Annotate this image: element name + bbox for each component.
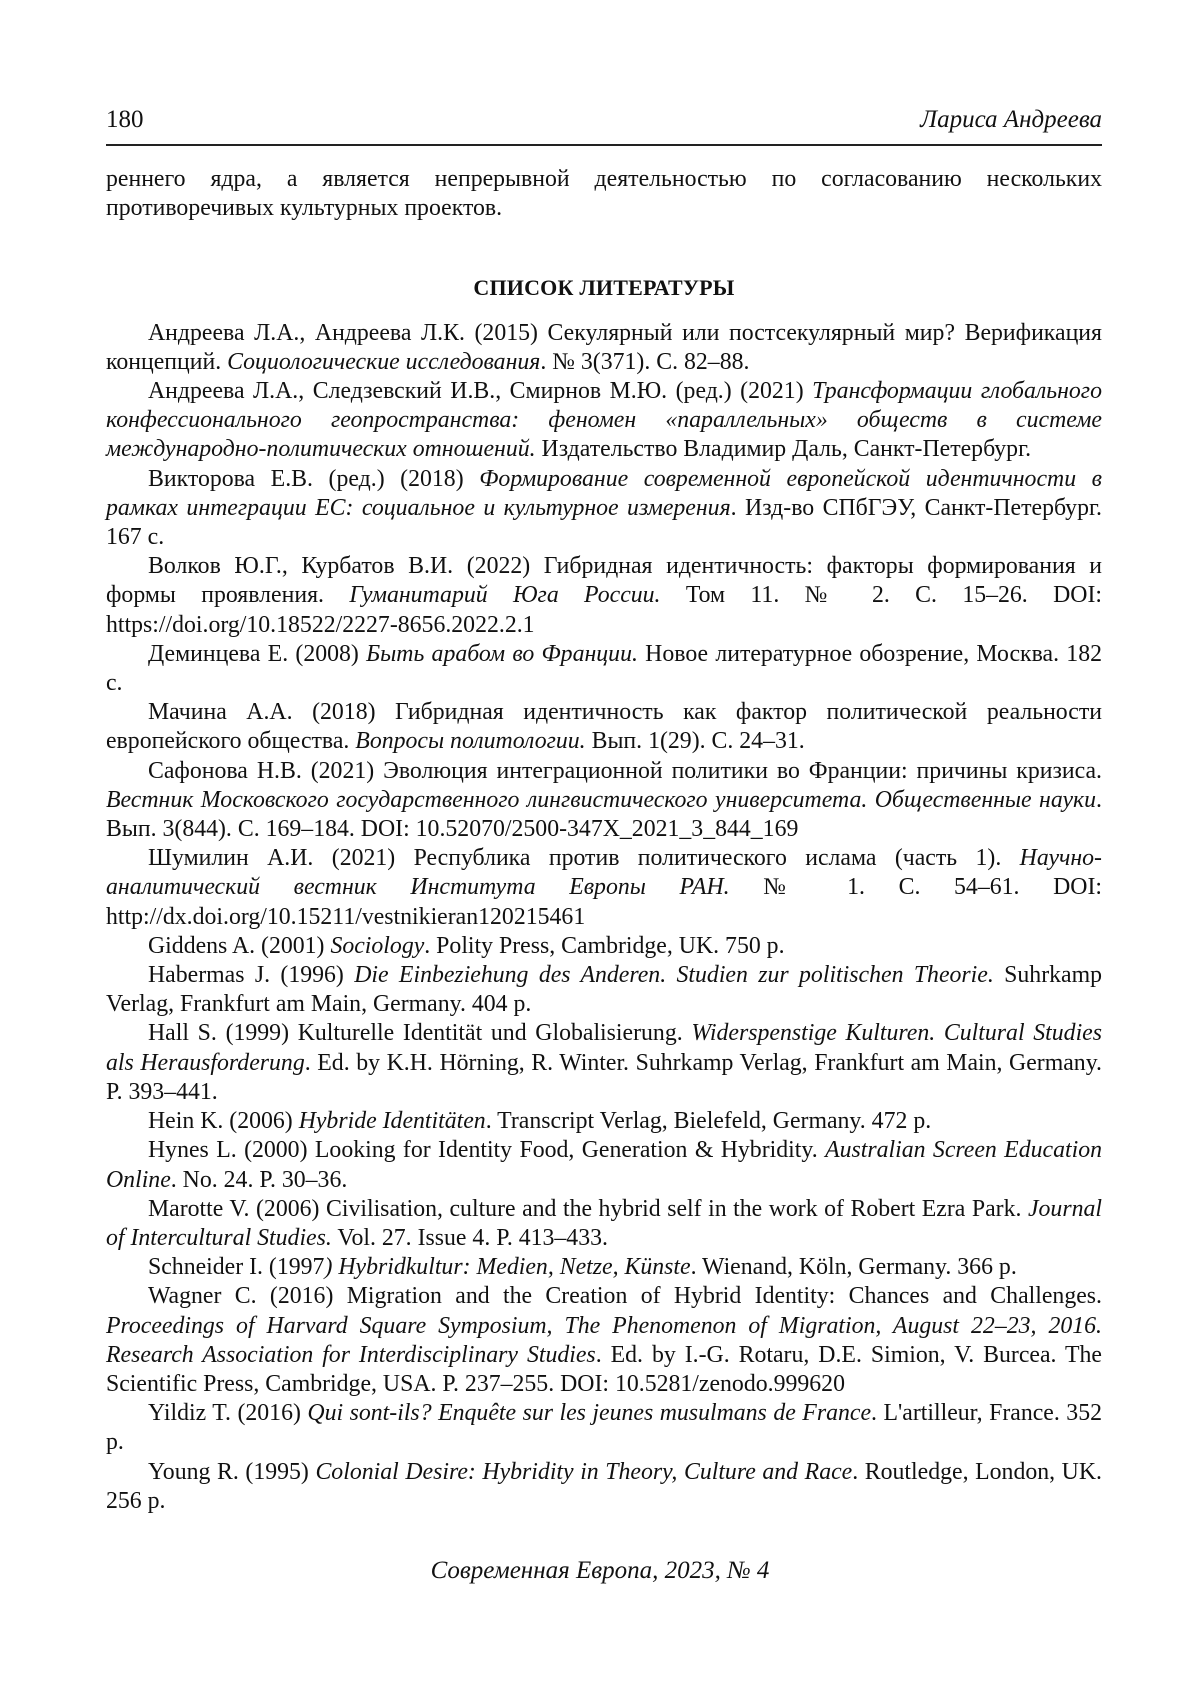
reference-source-title: Вопросы политологии. [355,728,586,755]
reference-item [106,1136,1102,1194]
reference-details: . Изд-во СПбГЭУ, Санкт-Петербург. 167 с. [106,494,1102,551]
reference-text: Habermas J. (1996) [148,962,355,989]
reference-item [106,552,1102,640]
reference-text: Schneider I. (1997 [148,1254,325,1281]
reference-text: Marotte V. (2006) Civilisation, culture and the hybrid self in the work of Robert Ezra Park. [148,1195,1028,1222]
reference-source-title: Быть арабом во Франции. [366,640,638,667]
reference-item [106,698,1102,756]
reference-source-title: Социологические исследования [227,348,541,375]
reference-source-title: Hybride Identitäten [298,1108,486,1135]
reference-item [106,1458,1102,1516]
reference-details: . Transcript Verlag, Bielefeld, Germany. 472 p. [485,1108,932,1135]
reference-details: . Ed. by K.H. Hörning, R. Winter. Suhrkamp Verlag, Frankfurt am Main, Germany. P. 393–441. [106,1049,1103,1105]
reference-text: Hein K. (2006) [148,1108,299,1135]
reference-details: Новое литературное обозрение, Москва. 182 с. [106,640,1102,697]
page-number: 180 [106,106,144,133]
reference-text: Hynes L. (2000) Looking for Identity Food, Generation & Hybridity. [148,1137,826,1164]
reference-text: Волков Ю.Г., Курбатов В.И. (2022) Гибридная идентичность: факторы формирования и формы проявления. [106,553,1102,609]
journal-footer: Современная Европа, 2023, № 4 [430,1557,770,1584]
reference-source-title: Die Einbeziehung des Anderen. Studien zur politischen Theorie. [354,962,994,989]
reference-details: . Вып. 3(844). С. 169–184. DOI: 10.52070/2500-347X_2021_3_844_169 [106,786,1102,843]
reference-source-title: Colonial Desire: Hybridity in Theory, Culture and Race [315,1458,853,1485]
reference-details: . № 3(371). С. 82–88. [540,348,750,375]
reference-item [106,1107,1102,1136]
reference-details: Suhrkamp Verlag, Frankfurt am Main, Germany. 404 p. [106,962,1102,1018]
reference-text: Викторова Е.В. (ред.) (2018) [148,465,480,492]
reference-source-title: Sociology [330,932,425,959]
reference-details: Вып. 1(29). С. 24–31. [585,728,805,755]
reference-item [106,932,1102,961]
reference-details: . Polity Press, Cambridge, UK. 750 p. [424,932,785,959]
section-title: СПИСОК ЛИТЕРАТУРЫ [473,275,735,301]
reference-text: Wagner C. (2016) Migration and the Creation of Hybrid Identity: Chances and Challenges. [148,1283,1102,1310]
reference-details: . Wienand, Köln, Germany. 366 p. [690,1254,1017,1281]
reference-details: Издательство Владимир Даль, Санкт-Петербург. [535,436,1032,463]
reference-text: Андреева Л.А., Следзевский И.В., Смирнов М.Ю. (ред.) (2021) [148,378,813,405]
reference-details: Vol. 27. Issue 4. P. 413–433. [331,1224,608,1251]
reference-list [106,319,1102,1516]
reference-source-title: Proceedings of Harvard Square Symposium, The Phenomenon of Migration, August 22–23, 2016. Research Association for Interdisciplinary Studies [106,1312,1102,1368]
reference-item [106,757,1102,845]
reference-source-title: Научно-аналитический вестник Института Европы РАН. [106,845,1102,901]
reference-text: Hall S. (1999) Kulturelle Identität und Globalisierung. [148,1020,692,1047]
reference-source-title: ) Hybridkultur: Medien, Netze, Künste [324,1254,691,1281]
reference-details: . L'artilleur, France. 352 p. [106,1400,1103,1456]
reference-item [106,1282,1102,1399]
reference-details: . No. 24. P. 30–36. [170,1166,348,1193]
reference-source-title: Widerspenstige Kulturen. Cultural Studies als Herausforderung [106,1020,1102,1076]
reference-item [106,465,1102,553]
reference-item [106,319,1102,377]
page-body [106,165,1102,1516]
running-header [106,106,1102,146]
reference-text: Giddens A. (2001) [148,932,331,959]
reference-details: . Ed. by I.-G. Rotaru, D.E. Simion, V. Burcea. The Scientific Press, Cambridge, USA. P. 237–255. DOI: 10.5281/zenodo.999620 [106,1341,1102,1397]
reference-text: Андреева Л.А., Андреева Л.К. (2015) Секулярный или постсекулярный мир? Верификация концепций. [106,319,1102,375]
reference-text: Шумилин А.И. (2021) Республика против политического ислама (часть 1). [148,845,1020,872]
reference-source-title: Qui sont-ils? Enquête sur les jeunes musulmans de France [307,1400,872,1427]
reference-text: Young R. (1995) [148,1458,316,1485]
reference-source-title: Формирование современной европейской идентичности в рамках интеграции ЕС: социальное и культурное измерения [106,465,1102,521]
reference-source-title: Journal of Intercultural Studies. [106,1195,1102,1251]
reference-details: . Routledge, London, UK. 256 p. [106,1458,1103,1514]
reference-item [106,1195,1102,1253]
reference-item [106,640,1102,698]
intro-paragraph: реннего ядра, а является непрерывной деятельностью по согласованию нескольких противоречивых культурных проектов. [106,166,1102,222]
reference-text: Деминцева Е. (2008) [148,640,367,667]
reference-source-title: Гуманитарий Юга России. [349,582,661,609]
running-author: Лариса Андреева [920,106,1102,133]
reference-details: № 1. С. 54–61. DOI: http://dx.doi.org/10.15211/vestnikieran120215461 [106,874,1102,930]
reference-item [106,1019,1102,1107]
reference-source-title: Трансформации глобального конфессионального геопространства: феномен «параллельных» обществ в системе международно-политических отношений. [106,378,1102,463]
reference-text: Сафонова Н.В. (2021) Эволюция интеграционной политики во Франции: причины кризиса. [148,757,1102,784]
reference-item [106,844,1102,932]
reference-source-title: Вестник Московского государственного лингвистического университета. Общественные науки [106,786,1097,813]
reference-item [106,1399,1102,1457]
reference-source-title: Australian Screen Education Online [106,1137,1102,1193]
reference-text: Yildiz T. (2016) [148,1400,308,1427]
reference-details: Том 11. № 2. С. 15–26. DOI: https://doi.org/10.18522/2227-8656.2022.2.1 [106,582,1102,638]
reference-item [106,377,1102,465]
reference-item [106,961,1102,1019]
reference-text: Мачина А.А. (2018) Гибридная идентичность как фактор политической реальности европейского общества. [106,699,1102,755]
reference-item [106,1253,1102,1282]
